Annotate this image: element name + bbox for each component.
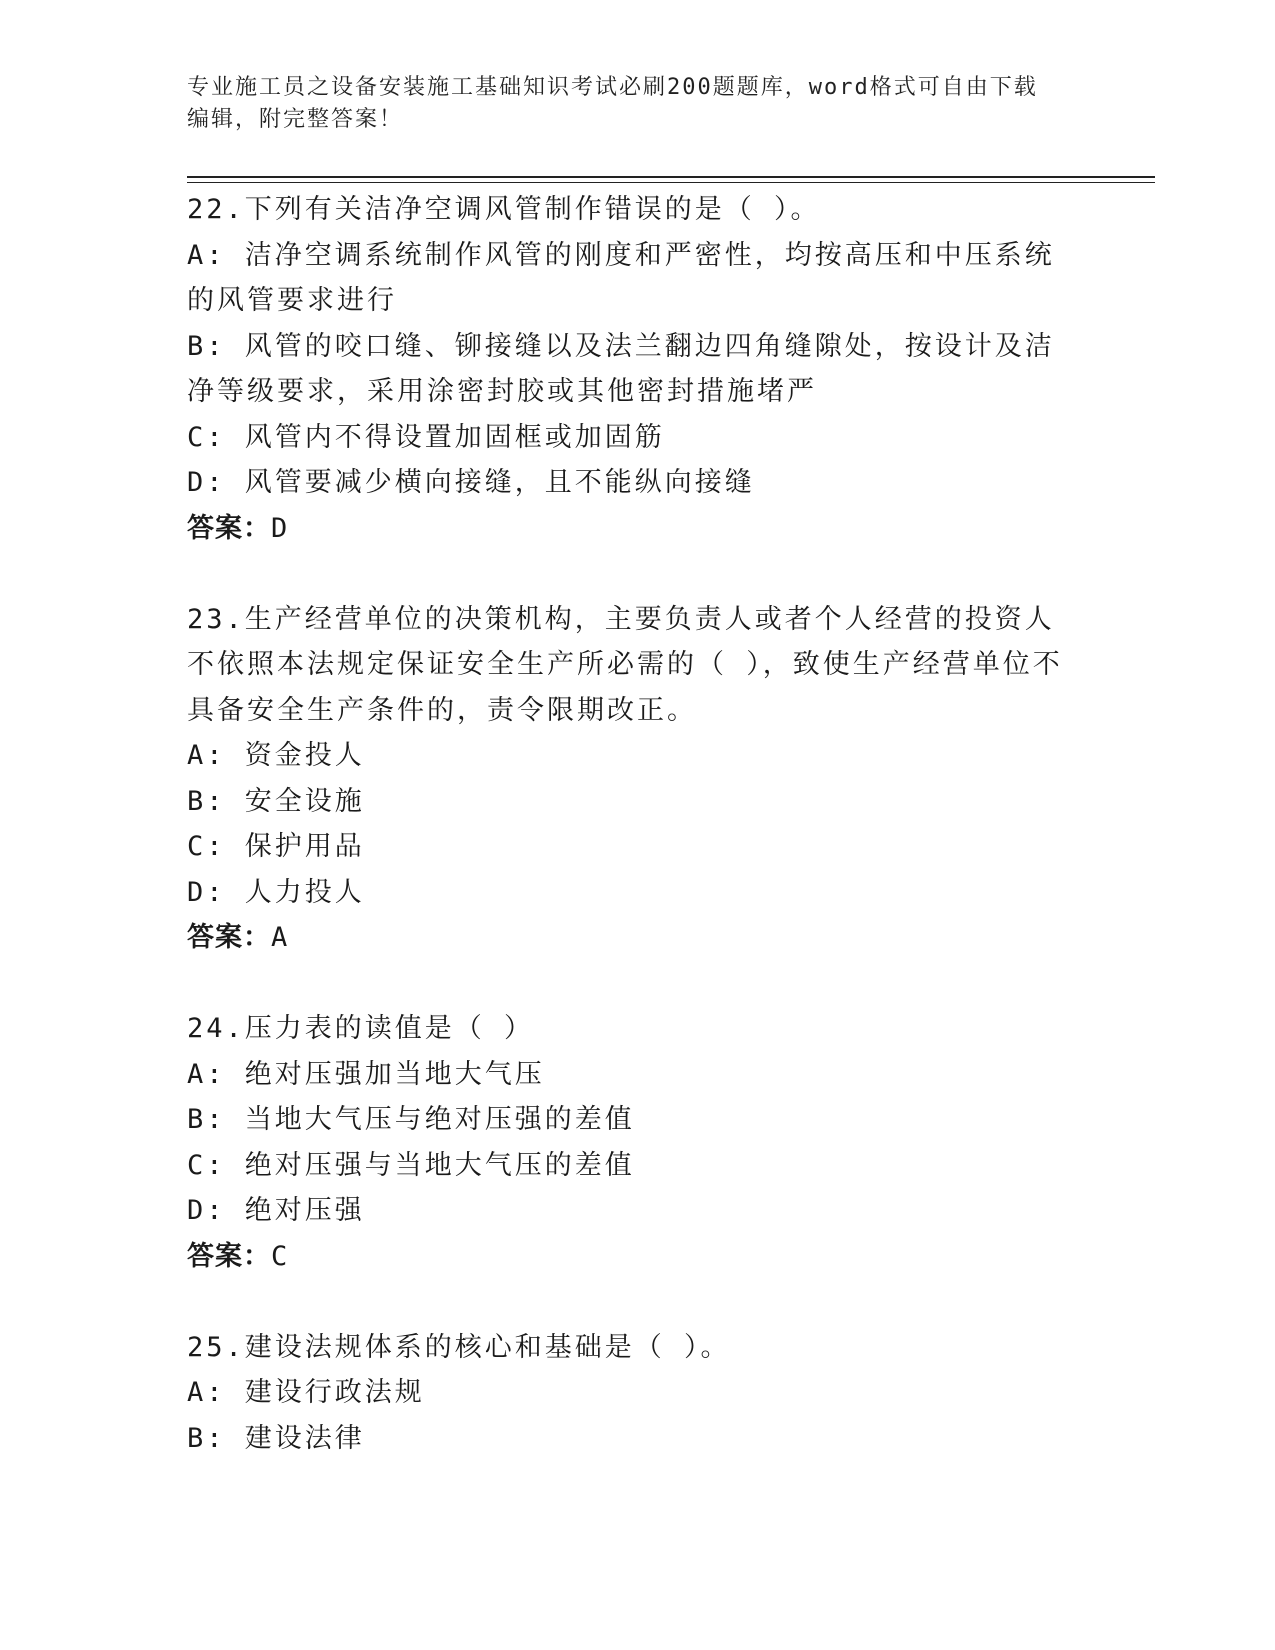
question-stem: 24.压力表的读值是（ ） — [187, 1013, 535, 1044]
option-a: A: 资金投人 — [187, 740, 365, 771]
question-list — [187, 187, 1067, 1461]
question-23 — [187, 597, 1067, 961]
question-25 — [187, 1325, 1067, 1462]
option-a: A: 洁净空调系统制作风管的刚度和严密性，均按高压和中压系统的风管要求进行 — [187, 239, 1055, 316]
document-header — [187, 72, 1067, 136]
question-stem: 23.生产经营单位的决策机构，主要负责人或者个人经营的投资人不依照本法规定保证安全生产所必需的（ ），致使生产经营单位不具备安全生产条件的，责令限期改正。 — [187, 603, 1063, 726]
answer-value: C — [271, 1240, 289, 1272]
answer-line — [187, 1234, 1067, 1280]
answer-label: 答案： — [187, 1240, 271, 1272]
header-divider — [187, 176, 1155, 178]
option-b: B: 建设法律 — [187, 1422, 365, 1454]
option-c: C: 绝对压强与当地大气压的差值 — [187, 1149, 635, 1181]
option-b: B: 风管的咬口缝、铆接缝以及法兰翻边四角缝隙处，按设计及洁净等级要求，采用涂密封胶或其他密封措施堵严 — [187, 330, 1055, 407]
question-stem: 22.下列有关洁净空调风管制作错误的是（ ）。 — [187, 194, 821, 225]
question-24 — [187, 1006, 1067, 1279]
answer-label: 答案： — [187, 512, 271, 544]
header-divider-thin — [187, 182, 1155, 183]
option-d: D: 人力投人 — [187, 876, 365, 908]
answer-label: 答案： — [187, 922, 271, 953]
option-b: B: 安全设施 — [187, 785, 365, 817]
answer-line — [187, 915, 1067, 961]
question-22 — [187, 187, 1067, 551]
header-line-1: 专业施工员之设备安装施工基础知识考试必刷200题题库，word格式可自由下载 — [187, 75, 1038, 100]
option-d: D: 绝对压强 — [187, 1195, 365, 1226]
option-a: A: 建设行政法规 — [187, 1377, 425, 1408]
answer-value: D — [271, 512, 289, 544]
answer-value: A — [271, 922, 289, 953]
option-c: C: 保护用品 — [187, 831, 365, 862]
option-d: D: 风管要减少横向接缝，且不能纵向接缝 — [187, 467, 755, 498]
option-b: B: 当地大气压与绝对压强的差值 — [187, 1104, 635, 1135]
answer-line — [187, 506, 1067, 552]
option-c: C: 风管内不得设置加固框或加固筋 — [187, 421, 665, 453]
question-stem: 25.建设法规体系的核心和基础是（ ）。 — [187, 1331, 731, 1363]
header-line-2: 编辑，附完整答案！ — [187, 107, 404, 132]
option-a: A: 绝对压强加当地大气压 — [187, 1058, 545, 1090]
